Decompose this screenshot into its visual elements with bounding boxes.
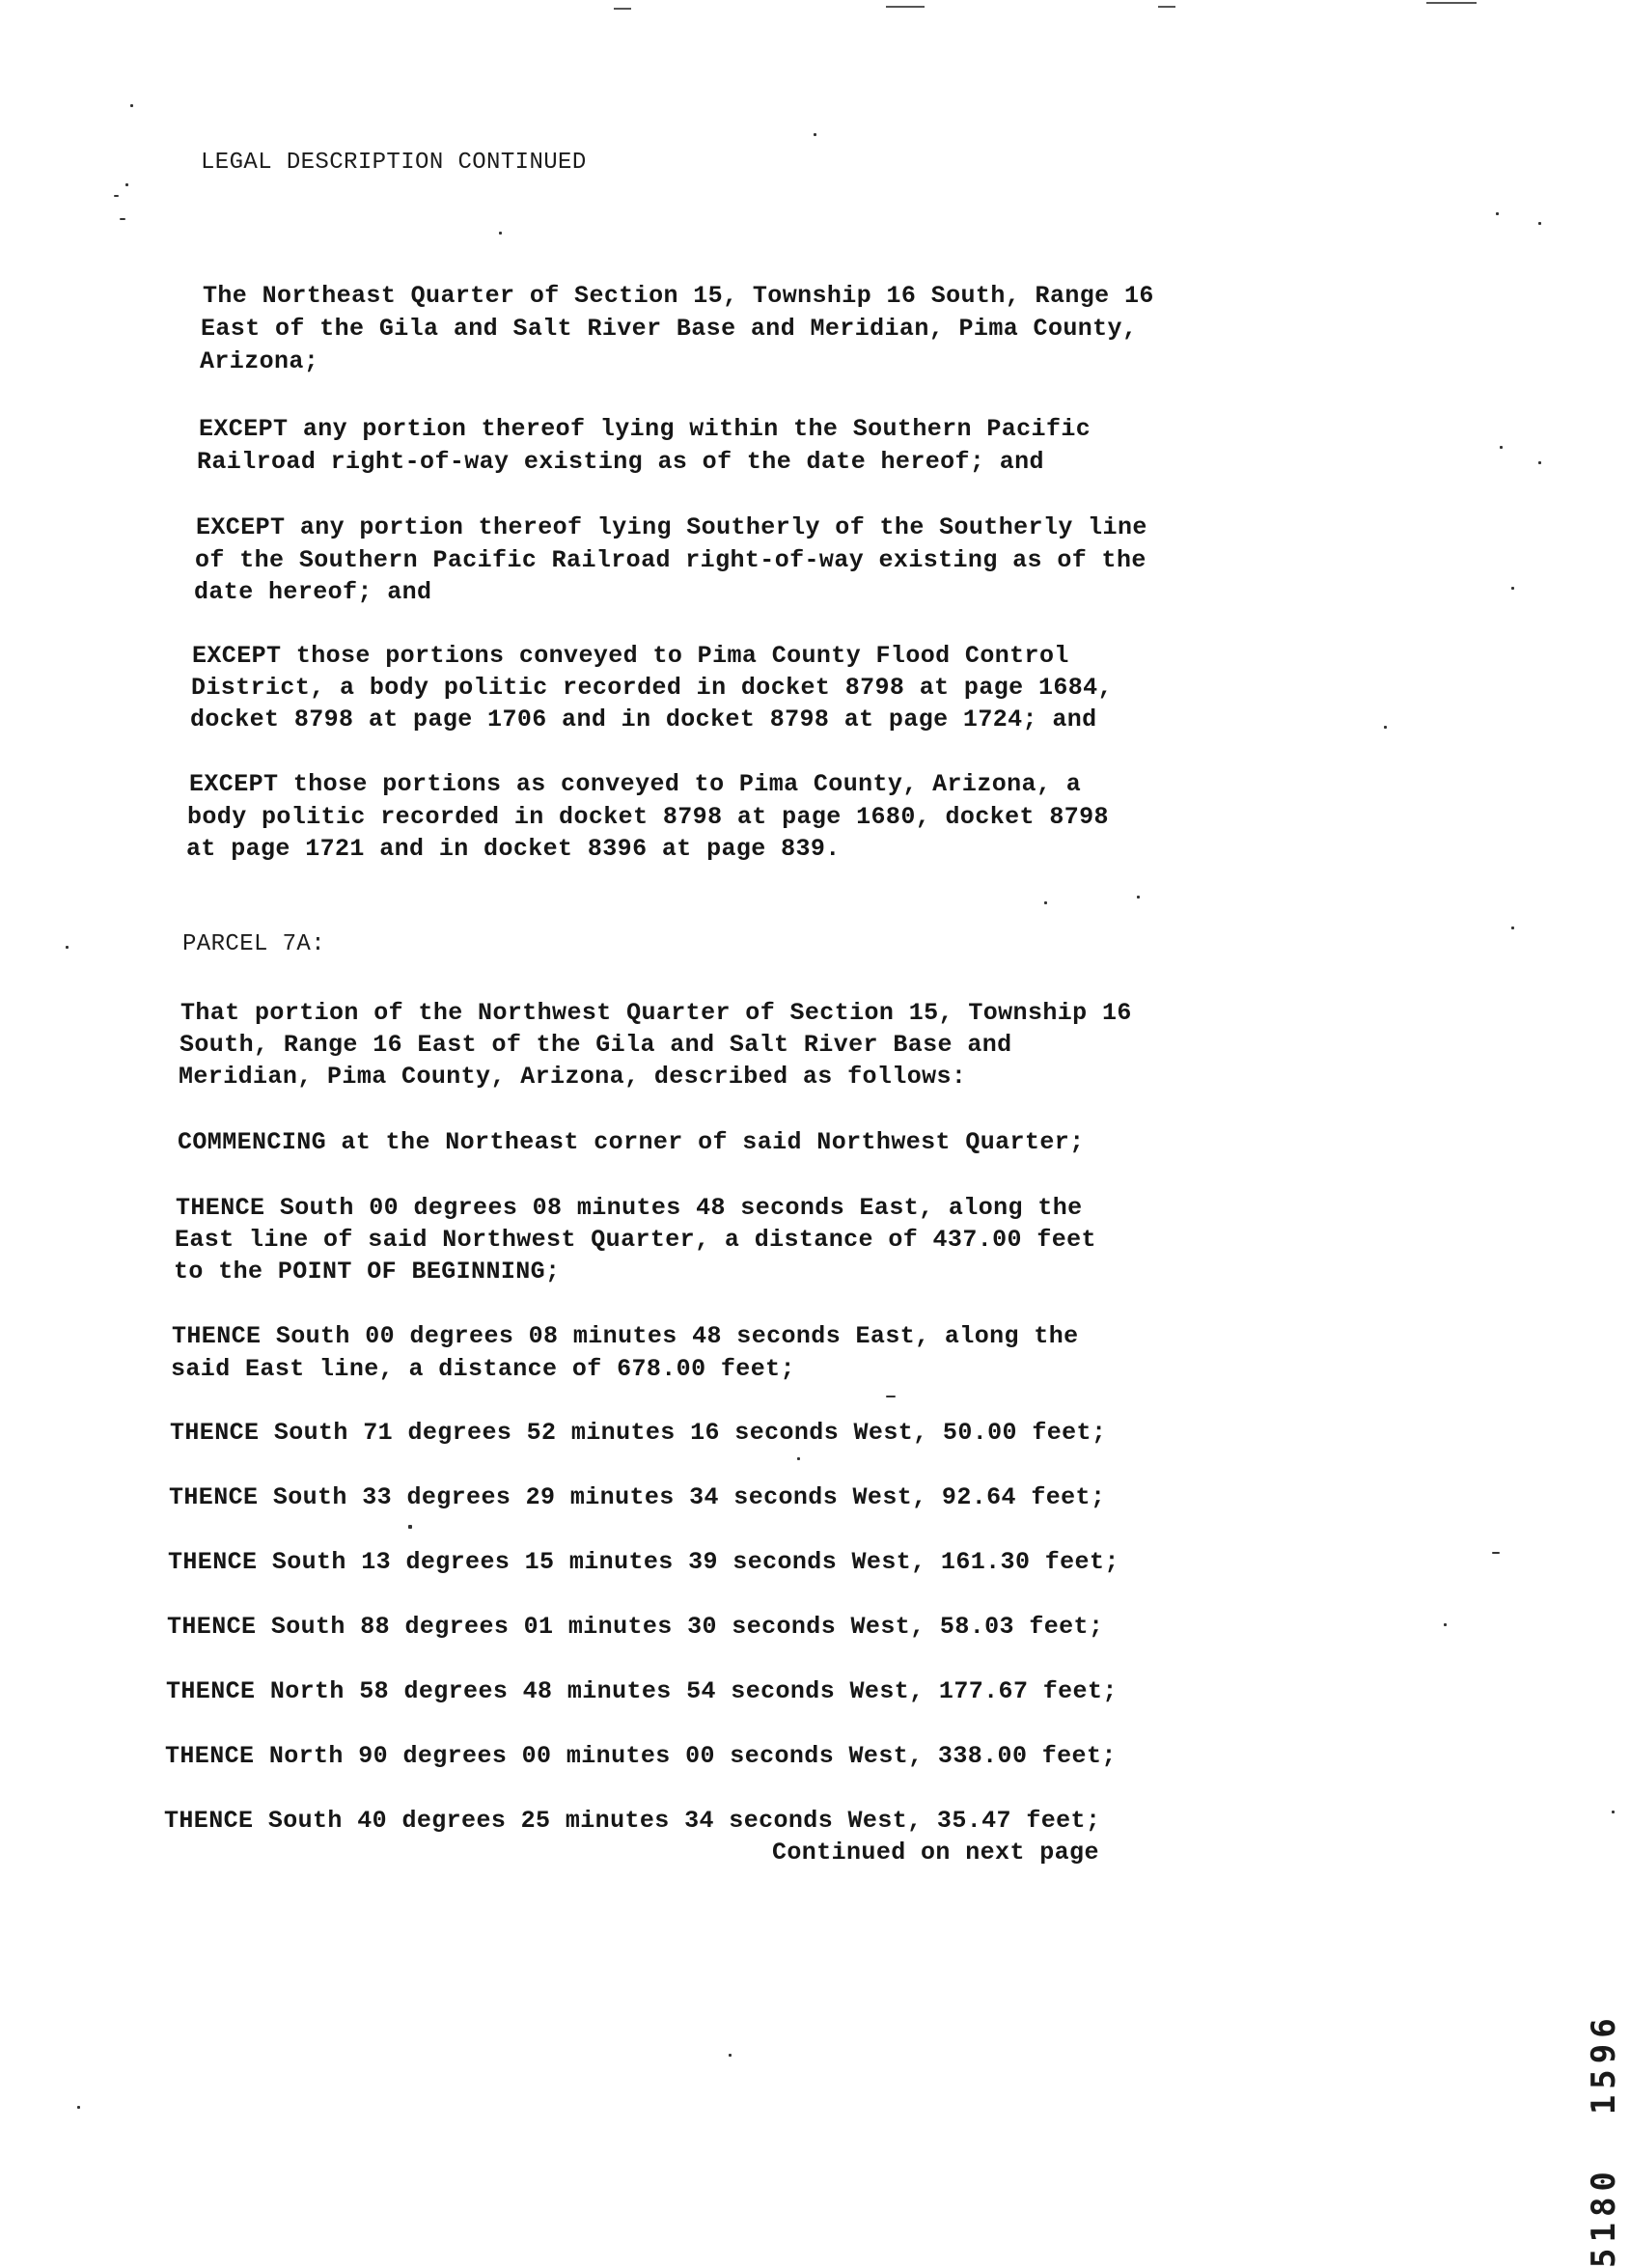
scan-artifact	[814, 133, 816, 136]
scan-artifact	[66, 946, 69, 949]
scan-artifact	[1158, 6, 1175, 8]
commencing-line: COMMENCING at the Northeast corner of said Northwest Quarter;	[178, 1128, 1085, 1156]
paragraph-line: The Northeast Quarter of Section 15, Township 16 South, Range 16	[203, 282, 1154, 310]
paragraph-line: Arizona;	[200, 347, 319, 375]
paragraph-line: docket 8798 at page 1706 and in docket 8798 at page 1724; and	[190, 705, 1097, 733]
paragraph-line: body politic recorded in docket 8798 at page 1680, docket 8798	[187, 803, 1109, 831]
scan-artifact	[1612, 1811, 1615, 1813]
paragraph-line: Railroad right-of-way existing as of the date hereof; and	[197, 448, 1044, 476]
thence-line: THENCE South 40 degrees 25 minutes 34 seconds West, 35.47 feet;	[164, 1807, 1101, 1835]
thence-line: said East line, a distance of 678.00 feet;	[171, 1355, 795, 1383]
paragraph-line: EXCEPT those portions conveyed to Pima County Flood Control	[192, 642, 1069, 670]
paragraph-line: at page 1721 and in docket 8396 at page 839.	[186, 835, 841, 863]
scan-artifact	[614, 8, 631, 10]
scan-artifact	[120, 218, 125, 220]
scan-artifact	[886, 1396, 896, 1397]
paragraph-line: District, a body politic recorded in docket 8798 at page 1684,	[191, 674, 1113, 702]
scan-artifact	[408, 1525, 412, 1529]
thence-line: THENCE South 33 degrees 29 minutes 34 seconds West, 92.64 feet;	[169, 1483, 1106, 1511]
paragraph-line: That portion of the Northwest Quarter of Section 15, Township 16	[180, 999, 1132, 1027]
scan-artifact	[1384, 726, 1387, 729]
scan-artifact	[130, 104, 133, 107]
thence-line: THENCE South 13 degrees 15 minutes 39 seconds West, 161.30 feet;	[168, 1548, 1119, 1576]
thence-line: THENCE South 71 degrees 52 minutes 16 seconds West, 50.00 feet;	[170, 1419, 1107, 1447]
scan-artifact	[77, 2106, 80, 2109]
paragraph-line: EXCEPT any portion thereof lying within the Southern Pacific	[199, 415, 1091, 443]
scan-artifact	[1496, 212, 1499, 215]
paragraph-line: date hereof; and	[194, 578, 432, 606]
scan-artifact	[1538, 461, 1541, 464]
scan-artifact	[1137, 896, 1140, 899]
thence-line: to the POINT OF BEGINNING;	[174, 1258, 561, 1286]
scan-artifact	[1426, 2, 1477, 4]
scan-artifact	[499, 232, 502, 235]
scan-artifact	[1500, 446, 1503, 449]
scan-artifact	[1492, 1552, 1500, 1554]
thence-line: THENCE South 00 degrees 08 minutes 48 seconds East, along the	[176, 1194, 1083, 1222]
thence-line: THENCE North 58 degrees 48 minutes 54 seconds West, 177.67 feet;	[166, 1677, 1118, 1705]
scan-artifact	[1444, 1623, 1447, 1626]
scan-artifact	[729, 2054, 732, 2057]
scan-artifact	[1511, 587, 1514, 590]
section-heading: LEGAL DESCRIPTION CONTINUED	[201, 150, 587, 176]
paragraph-line: South, Range 16 East of the Gila and Salt River Base and	[180, 1031, 1012, 1059]
scan-artifact	[1538, 222, 1541, 225]
recording-stamp	[1563, 1525, 1623, 2268]
parcel-label: PARCEL 7A:	[182, 931, 326, 957]
scan-artifact	[125, 183, 128, 186]
scan-artifact	[1044, 901, 1047, 904]
thence-line: THENCE North 90 degrees 00 minutes 00 seconds West, 338.00 feet;	[165, 1742, 1117, 1770]
thence-line: THENCE South 88 degrees 01 minutes 30 seconds West, 58.03 feet;	[167, 1613, 1104, 1641]
paragraph-line: EXCEPT any portion thereof lying Southerly of the Southerly line	[196, 513, 1147, 541]
scan-artifact	[886, 6, 925, 8]
recording-number: 5180 1596	[1585, 2012, 1623, 2268]
scan-artifact	[797, 1457, 800, 1460]
paragraph-line: of the Southern Pacific Railroad right-of-way existing as of the	[195, 546, 1147, 574]
paragraph-line: EXCEPT those portions as conveyed to Pima County, Arizona, a	[189, 770, 1082, 798]
paragraph-line: Meridian, Pima County, Arizona, described as follows:	[179, 1063, 967, 1091]
scan-artifact	[1511, 927, 1514, 929]
continued-note: Continued on next page	[772, 1839, 1099, 1867]
thence-line: East line of said Northwest Quarter, a distance of 437.00 feet	[175, 1226, 1096, 1254]
paragraph-line: East of the Gila and Salt River Base and Meridian, Pima County,	[201, 315, 1138, 343]
scan-artifact	[114, 195, 119, 197]
thence-line: THENCE South 00 degrees 08 minutes 48 seconds East, along the	[172, 1322, 1079, 1350]
